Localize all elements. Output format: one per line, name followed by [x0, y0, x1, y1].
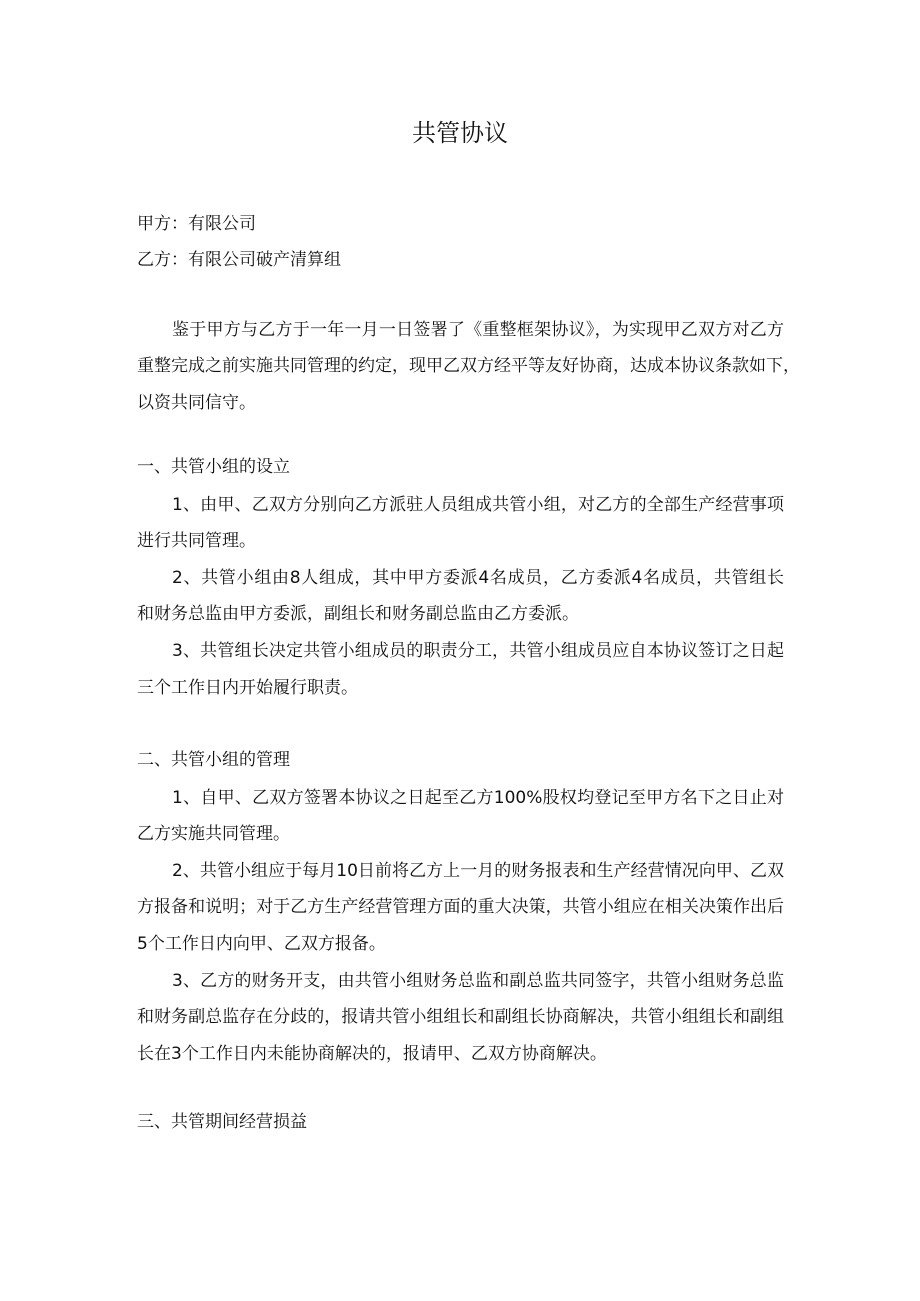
paragraph-line: 3、共管组长决定共管小组成员的职责分工，共管小组成员应自本协议签订之日起	[172, 640, 784, 661]
party-b: 乙方：有限公司破产清算组	[137, 250, 341, 270]
paragraph-line: 1、由甲、乙双方分别向乙方派驻人员组成共管小组，对乙方的全部生产经营事项	[172, 494, 784, 515]
paragraph-line: 三个工作日内开始履行职责。	[137, 677, 358, 698]
section-heading: 二、共管小组的管理	[137, 750, 290, 770]
paragraph-line: 2、共管小组应于每月10日前将乙方上一月的财务报表和生产经营情况向甲、乙双	[172, 860, 784, 881]
paragraph-line: 乙方实施共同管理。	[137, 824, 290, 845]
paragraph-line: 和财务副总监存在分歧的，报请共管小组组长和副组长协商解决，共管小组组长和副组	[137, 1007, 784, 1028]
paragraph-line: 长在3个工作日内未能协商解决的，报请甲、乙双方协商解决。	[137, 1043, 607, 1064]
preamble-line: 鉴于甲方与乙方于一年一月一日签署了《重整框架协议》，为实现甲乙双方对乙方	[172, 320, 784, 340]
document-title: 共管协议	[412, 119, 508, 147]
preamble-line: 以资共同信守。	[137, 392, 256, 413]
paragraph-line: 进行共同管理。	[137, 531, 256, 552]
paragraph-line: 1、自甲、乙双方签署本协议之日起至乙方100%股权均登记至甲方名下之日止对	[172, 787, 784, 808]
paragraph-line: 2、共管小组由8人组成，其中甲方委派4名成员，乙方委派4名成员，共管组长	[172, 567, 784, 588]
preamble-line: 重整完成之前实施共同管理的约定，现甲乙双方经平等友好协商，达成本协议条款如下，	[137, 356, 800, 377]
section-heading: 三、共管期间经营损益	[137, 1112, 307, 1132]
section-heading: 一、共管小组的设立	[137, 457, 290, 477]
party-a: 甲方：有限公司	[137, 214, 256, 234]
paragraph-line: 方报备和说明；对于乙方生产经营管理方面的重大决策，共管小组应在相关决策作出后	[137, 897, 784, 918]
paragraph-line: 3、乙方的财务开支，由共管小组财务总监和副总监共同签字，共管小组财务总监	[172, 970, 784, 991]
paragraph-line: 5个工作日内向甲、乙双方报备。	[137, 933, 386, 954]
paragraph-line: 和财务总监由甲方委派，副组长和财务副总监由乙方委派。	[137, 604, 579, 625]
